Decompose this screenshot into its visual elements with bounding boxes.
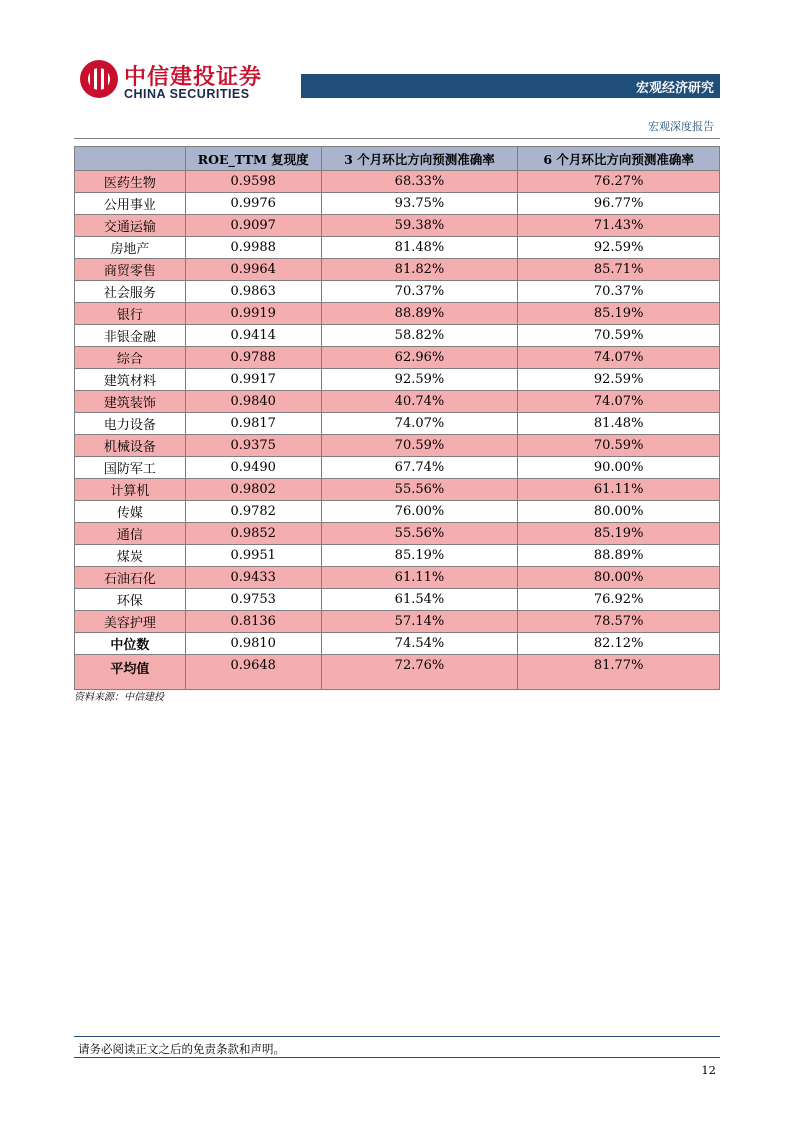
accuracy-6m: 82.12% — [518, 633, 720, 655]
industry-name: 建筑装饰 — [75, 391, 186, 413]
industry-name: 煤炭 — [75, 545, 186, 567]
accuracy-3m: 88.89% — [321, 303, 518, 325]
industry-name: 美容护理 — [75, 611, 186, 633]
industry-name: 电力设备 — [75, 413, 186, 435]
header-divider — [74, 138, 720, 139]
roe-value: 0.9648 — [185, 655, 321, 690]
accuracy-3m: 93.75% — [321, 193, 518, 215]
industry-name: 商贸零售 — [75, 259, 186, 281]
accuracy-6m: 78.57% — [518, 611, 720, 633]
industry-name: 国防军工 — [75, 457, 186, 479]
table-row — [75, 479, 720, 501]
industry-name: 中位数 — [75, 633, 186, 655]
roe-value: 0.9917 — [185, 369, 321, 391]
summary-row-mean — [75, 655, 720, 690]
brand-name-cn: 中信建投证券 — [124, 65, 263, 90]
accuracy-3m: 70.59% — [321, 435, 518, 457]
disclaimer-text: 请务必阅读正文之后的免责条款和声明。 — [78, 1042, 285, 1056]
accuracy-3m: 74.54% — [321, 633, 518, 655]
roe-value: 0.9817 — [185, 413, 321, 435]
industry-name: 交通运输 — [75, 215, 186, 237]
accuracy-3m: 57.14% — [321, 611, 518, 633]
column-header-3m: 3 个月环比方向预测准确率 — [321, 147, 518, 171]
accuracy-6m: 71.43% — [518, 215, 720, 237]
accuracy-6m: 74.07% — [518, 391, 720, 413]
accuracy-6m: 70.59% — [518, 325, 720, 347]
accuracy-6m: 80.00% — [518, 501, 720, 523]
header-banner — [301, 74, 720, 98]
industry-name: 房地产 — [75, 237, 186, 259]
roe-value: 0.9782 — [185, 501, 321, 523]
accuracy-3m: 55.56% — [321, 523, 518, 545]
accuracy-6m: 92.59% — [518, 369, 720, 391]
roe-value: 0.9919 — [185, 303, 321, 325]
page-number: 12 — [701, 1063, 716, 1077]
table-row — [75, 545, 720, 567]
accuracy-3m: 40.74% — [321, 391, 518, 413]
table-row — [75, 215, 720, 237]
table-row — [75, 567, 720, 589]
table-row — [75, 347, 720, 369]
industry-name: 银行 — [75, 303, 186, 325]
industry-accuracy-table — [74, 146, 720, 690]
roe-value: 0.9753 — [185, 589, 321, 611]
industry-name: 机械设备 — [75, 435, 186, 457]
table-row — [75, 501, 720, 523]
roe-value: 0.9802 — [185, 479, 321, 501]
accuracy-3m: 62.96% — [321, 347, 518, 369]
industry-name: 计算机 — [75, 479, 186, 501]
table-row — [75, 281, 720, 303]
roe-value: 0.9414 — [185, 325, 321, 347]
summary-row-median — [75, 633, 720, 655]
source-note: 资料来源：中信建投 — [74, 692, 164, 703]
table-row — [75, 171, 720, 193]
roe-value: 0.9490 — [185, 457, 321, 479]
roe-value: 0.8136 — [185, 611, 321, 633]
brand-name-en: CHINA SECURITIES — [124, 87, 250, 101]
industry-name: 综合 — [75, 347, 186, 369]
accuracy-6m: 80.00% — [518, 567, 720, 589]
table-row — [75, 589, 720, 611]
accuracy-6m: 61.11% — [518, 479, 720, 501]
company-logo — [80, 60, 263, 102]
accuracy-3m: 76.00% — [321, 501, 518, 523]
accuracy-6m: 96.77% — [518, 193, 720, 215]
roe-value: 0.9433 — [185, 567, 321, 589]
accuracy-6m: 81.77% — [518, 655, 720, 690]
accuracy-3m: 55.56% — [321, 479, 518, 501]
roe-value: 0.9976 — [185, 193, 321, 215]
accuracy-3m: 81.48% — [321, 237, 518, 259]
table-row — [75, 325, 720, 347]
accuracy-6m: 74.07% — [518, 347, 720, 369]
table-row — [75, 457, 720, 479]
roe-value: 0.9964 — [185, 259, 321, 281]
accuracy-3m: 61.11% — [321, 567, 518, 589]
industry-name: 石油石化 — [75, 567, 186, 589]
accuracy-3m: 61.54% — [321, 589, 518, 611]
logo-mark-icon — [80, 60, 118, 98]
column-header-6m: 6 个月环比方向预测准确率 — [518, 147, 720, 171]
roe-value: 0.9840 — [185, 391, 321, 413]
industry-name: 社会服务 — [75, 281, 186, 303]
roe-value: 0.9988 — [185, 237, 321, 259]
table-row — [75, 193, 720, 215]
accuracy-6m: 76.92% — [518, 589, 720, 611]
roe-value: 0.9863 — [185, 281, 321, 303]
table-row — [75, 391, 720, 413]
table-row — [75, 237, 720, 259]
accuracy-6m: 92.59% — [518, 237, 720, 259]
accuracy-3m: 81.82% — [321, 259, 518, 281]
accuracy-3m: 59.38% — [321, 215, 518, 237]
industry-name: 传媒 — [75, 501, 186, 523]
industry-name: 建筑材料 — [75, 369, 186, 391]
table-row — [75, 523, 720, 545]
table-row — [75, 259, 720, 281]
column-header-industry — [75, 147, 186, 171]
accuracy-3m: 58.82% — [321, 325, 518, 347]
accuracy-3m: 74.07% — [321, 413, 518, 435]
roe-value: 0.9951 — [185, 545, 321, 567]
footer-divider-bottom — [74, 1057, 720, 1058]
report-type: 宏观深度报告 — [648, 120, 714, 133]
roe-value: 0.9810 — [185, 633, 321, 655]
table-row — [75, 303, 720, 325]
column-header-roe: ROE_TTM 复现度 — [185, 147, 321, 171]
roe-value: 0.9852 — [185, 523, 321, 545]
industry-name: 环保 — [75, 589, 186, 611]
accuracy-3m: 68.33% — [321, 171, 518, 193]
accuracy-6m: 90.00% — [518, 457, 720, 479]
accuracy-6m: 85.19% — [518, 523, 720, 545]
industry-name: 医药生物 — [75, 171, 186, 193]
roe-value: 0.9375 — [185, 435, 321, 457]
industry-name: 公用事业 — [75, 193, 186, 215]
accuracy-6m: 85.71% — [518, 259, 720, 281]
accuracy-6m: 81.48% — [518, 413, 720, 435]
accuracy-3m: 92.59% — [321, 369, 518, 391]
accuracy-3m: 70.37% — [321, 281, 518, 303]
accuracy-6m: 85.19% — [518, 303, 720, 325]
accuracy-6m: 88.89% — [518, 545, 720, 567]
table-header-row — [75, 147, 720, 171]
accuracy-6m: 76.27% — [518, 171, 720, 193]
footer-divider-top — [74, 1036, 720, 1037]
accuracy-6m: 70.37% — [518, 281, 720, 303]
table-row — [75, 413, 720, 435]
roe-value: 0.9097 — [185, 215, 321, 237]
accuracy-6m: 70.59% — [518, 435, 720, 457]
roe-value: 0.9788 — [185, 347, 321, 369]
industry-name: 通信 — [75, 523, 186, 545]
table-row — [75, 611, 720, 633]
section-title: 宏观经济研究 — [635, 81, 714, 96]
table-row — [75, 435, 720, 457]
industry-name: 平均值 — [75, 655, 186, 690]
accuracy-3m: 67.74% — [321, 457, 518, 479]
accuracy-3m: 72.76% — [321, 655, 518, 690]
industry-name: 非银金融 — [75, 325, 186, 347]
roe-value: 0.9598 — [185, 171, 321, 193]
accuracy-3m: 85.19% — [321, 545, 518, 567]
table-row — [75, 369, 720, 391]
